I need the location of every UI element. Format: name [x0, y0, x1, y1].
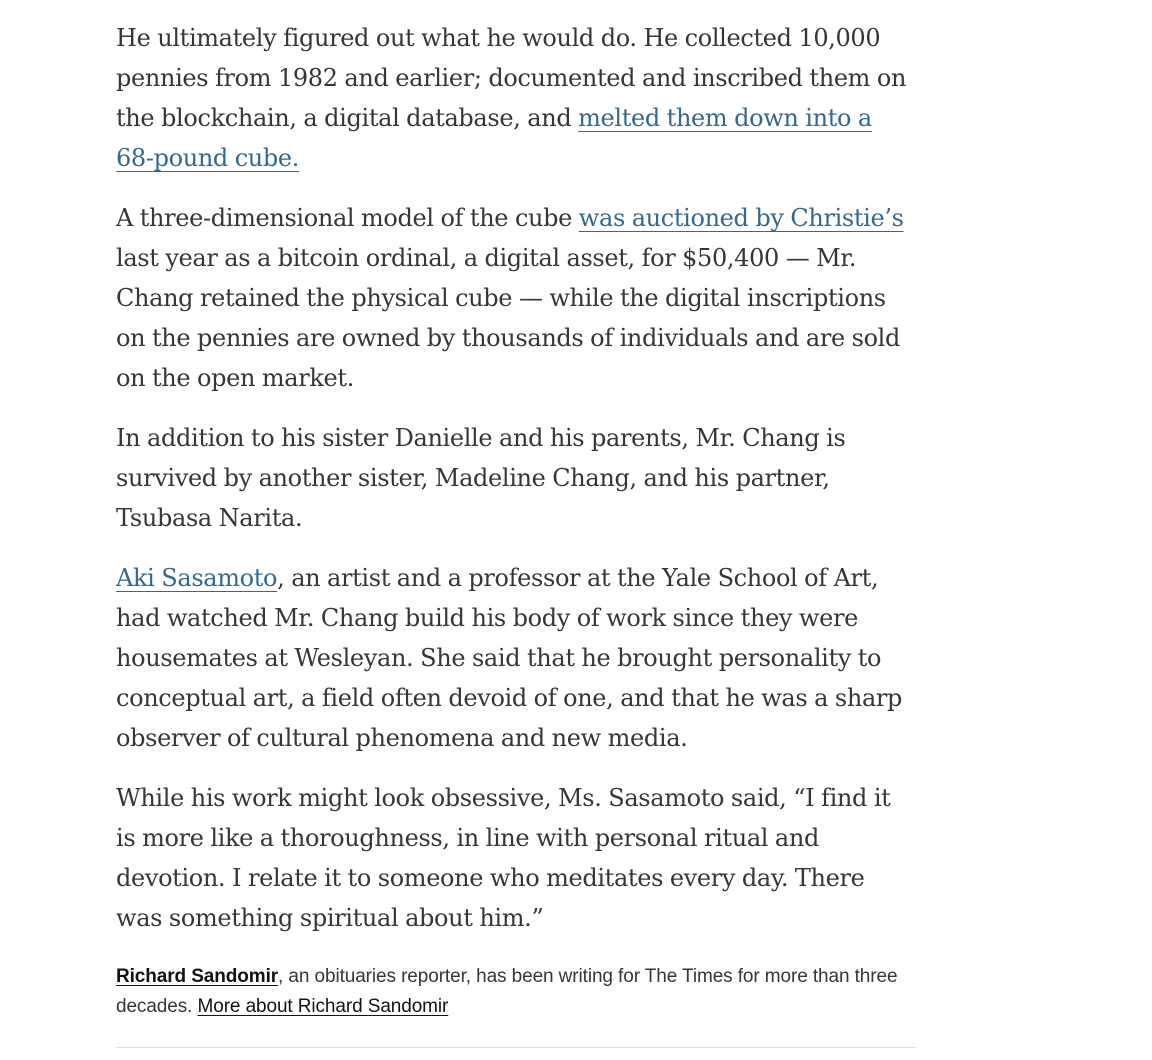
paragraph-text: A three-dimensional model of the cube: [116, 204, 579, 232]
christies-auction-link[interactable]: was auctioned by Christie’s: [578, 204, 904, 232]
paragraph-auction: [116, 198, 916, 398]
melted-cube-link[interactable]: melted them down into a 68-pound cube.: [116, 104, 872, 172]
paragraph-text: last year as a bitcoin ordinal, a digital asset, for $50,400 — Mr. Chang retained the physical cube — while the digital inscriptions on the pennies are owned by thousands of individuals and are sold on the open market.: [116, 244, 901, 392]
article-body: [116, 18, 916, 1022]
paragraph-text: , an artist and a professor at the Yale School of Art, had watched Mr. Chang build his body of work since they were housemates at Wesleyan. She said that he brought personality to conceptual art, a field often devoid of one, and that he was a sharp observer of cultural phenomena and new media.: [116, 564, 903, 752]
author-bio-text: , an obituaries reporter, has been writing for The Times for more than three decades.: [116, 966, 898, 1017]
paragraph-cube: [116, 18, 916, 178]
aki-sasamoto-link[interactable]: Aki Sasamoto: [116, 564, 278, 592]
paragraph-text: He ultimately figured out what he would do. He collected 10,000 pennies from 1982 and earlier; documented and inscribed them on the blockchain, a digital database, and: [116, 24, 907, 132]
author-bio: [116, 962, 916, 1022]
more-about-author-link[interactable]: More about Richard Sandomir: [197, 996, 449, 1017]
paragraph-sasamoto: [116, 558, 916, 758]
paragraph-survivors: [116, 418, 916, 538]
paragraph-text: While his work might look obsessive, Ms. Sasamoto said, “I find it is more like a thoroughness, in line with personal ritual and devotion. I relate it to someone who meditates every day. There was something spiritual about him.”: [116, 784, 891, 932]
section-divider: [116, 1047, 916, 1048]
paragraph-quote: [116, 778, 916, 938]
paragraph-text: In addition to his sister Danielle and his parents, Mr. Chang is survived by another sister, Madeline Chang, and his partner, Tsubasa Narita.: [116, 424, 846, 532]
author-name-link[interactable]: Richard Sandomir: [116, 966, 279, 987]
